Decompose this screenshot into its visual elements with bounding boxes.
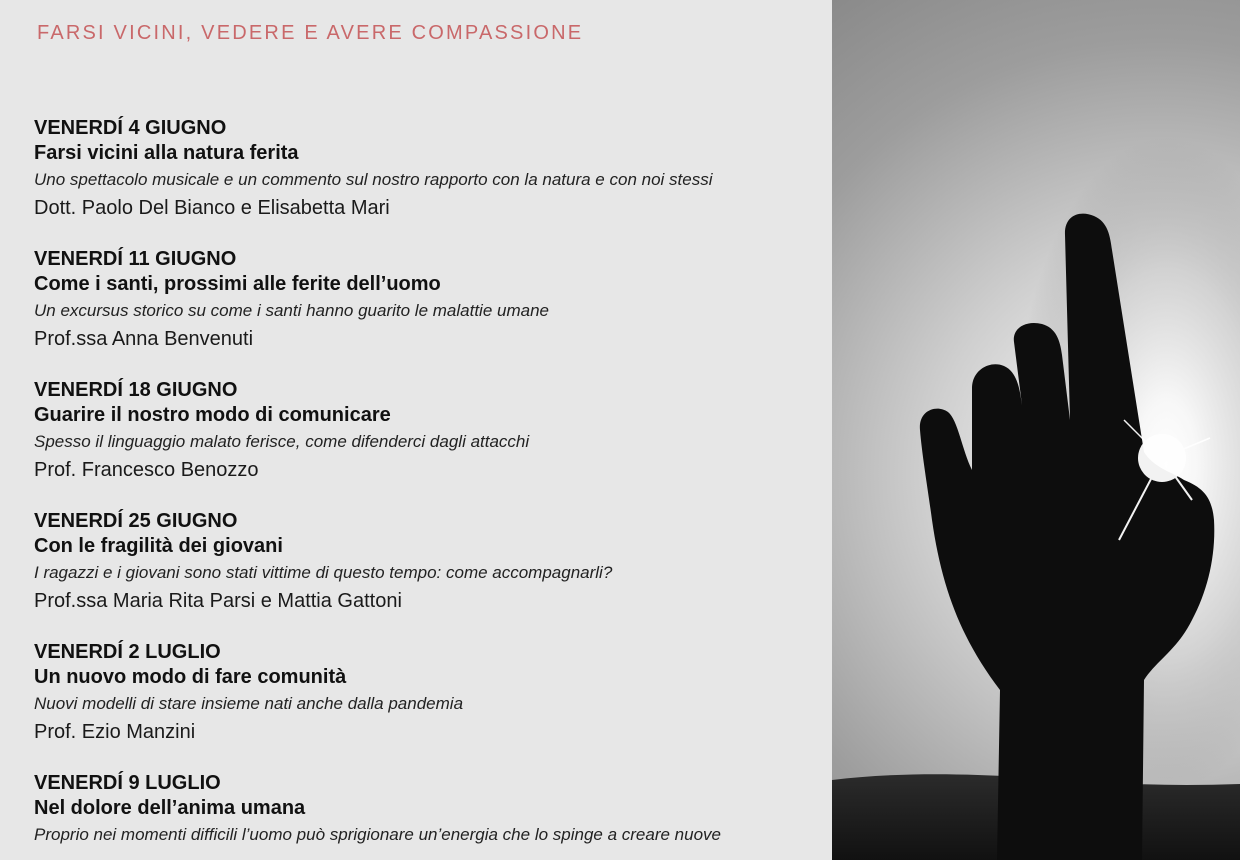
event-date: VENERDÍ 18 GIUGNO — [34, 379, 238, 401]
event-description: I ragazzi e i giovani sono stati vittime di questo tempo: come accompagnarli? — [34, 563, 613, 582]
event-speaker: Prof.ssa Anna Benvenuti — [34, 328, 254, 350]
event-description: Spesso il linguaggio malato ferisce, come difenderci dagli attacchi — [34, 432, 530, 451]
event-date: VENERDÍ 4 GIUGNO — [34, 117, 227, 139]
event-title: Farsi vicini alla natura ferita — [34, 142, 299, 164]
event-title: Come i santi, prossimi alle ferite dell’uomo — [34, 273, 441, 295]
event-item — [34, 509, 824, 640]
event-date: VENERDÍ 2 LUGLIO — [34, 641, 221, 663]
event-date: VENERDÍ 9 LUGLIO — [34, 772, 221, 794]
hand-silhouette-image — [832, 0, 1240, 860]
event-title: Nel dolore dell’anima umana — [34, 797, 306, 819]
page-title: FARSI VICINI, VEDERE E AVERE COMPASSIONE — [37, 22, 584, 44]
event-title: Guarire il nostro modo di comunicare — [34, 404, 391, 426]
event-description: Proprio nei momenti difficili l’uomo può sprigionare un’energia che lo spinge a creare nuove — [34, 825, 721, 844]
event-date: VENERDÍ 25 GIUGNO — [34, 510, 238, 532]
event-item — [34, 247, 824, 378]
hand-photo — [832, 0, 1240, 860]
event-title: Un nuovo modo di fare comunità — [34, 666, 347, 688]
event-item — [34, 116, 824, 247]
event-description: Nuovi modelli di stare insieme nati anche dalla pandemia — [34, 694, 464, 713]
event-title: Con le fragilità dei giovani — [34, 535, 283, 557]
event-list — [34, 116, 824, 860]
event-description: Un excursus storico su come i santi hanno guarito le malattie umane — [34, 301, 549, 320]
event-description: Uno spettacolo musicale e un commento sul nostro rapporto con la natura e con noi stessi — [34, 170, 713, 189]
event-item — [34, 771, 824, 860]
event-speaker: Dott. Paolo Del Bianco e Elisabetta Mari — [34, 197, 390, 219]
event-speaker: Prof. Ezio Manzini — [34, 721, 196, 743]
event-date: VENERDÍ 11 GIUGNO — [34, 248, 237, 270]
event-speaker: Prof.ssa Maria Rita Parsi e Mattia Gattoni — [34, 590, 402, 612]
event-speaker: Prof. Francesco Benozzo — [34, 459, 259, 481]
event-item — [34, 640, 824, 771]
event-item — [34, 378, 824, 509]
